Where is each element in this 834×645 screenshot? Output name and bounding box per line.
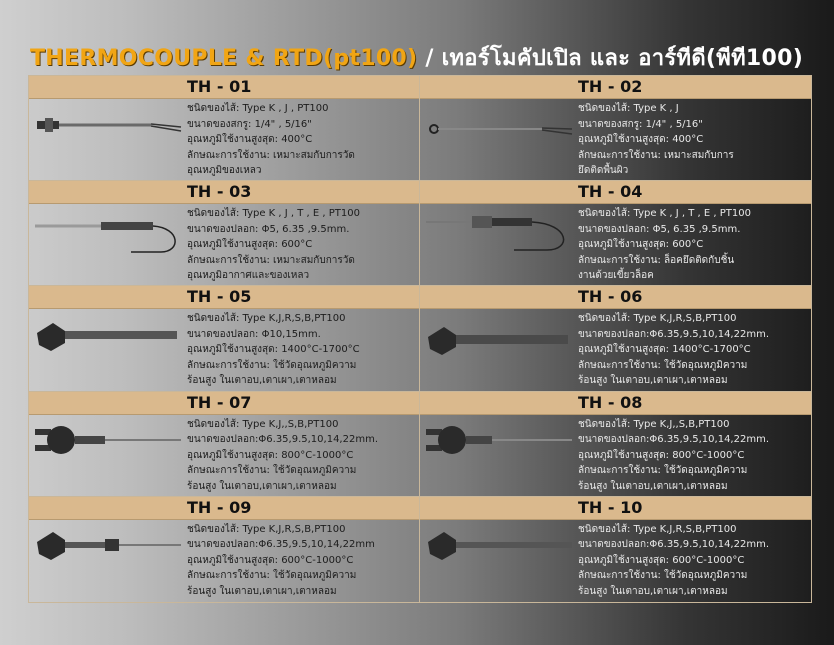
spec-line: ขนาดของปลอก: Φ5, 6.35 ,9.5mm.	[578, 223, 741, 235]
thermocouple-large-head-probe-image	[31, 419, 185, 493]
spec-line: ลักษณะการใช้งาน: ใช้วัดอุณหภูมิความ	[187, 570, 357, 582]
spec-line: ขนาดของปลอก:Φ6.35,9.5,10,14,22mm	[187, 539, 375, 551]
spec-line: อุณหภูมิใช้งานสูงสุด: 1400°C-1700°C	[187, 344, 360, 356]
product-code: TH - 02	[420, 76, 811, 99]
spec-line: อุณหภูมิใช้งานสูงสุด: 800°C-1000°C	[187, 449, 354, 461]
thermocouple-sheath-probe-image	[31, 208, 185, 282]
spec-line: อุณหภูมิใช้งานสูงสุด: 600°C	[578, 239, 704, 251]
spec-line: ร้อนสูง ในเตาอบ,เตาเผา,เตาหลอม	[187, 480, 337, 492]
spec-line: ชนิดของไส้: Type K , J , PT100	[187, 103, 329, 114]
spec-line: ขนาดของปลอก:Φ6.35,9.5,10,14,22mm.	[578, 434, 770, 446]
spec-line: ร้อนสูง ในเตาอบ,เตาเผา,เตาหลอม	[578, 585, 728, 597]
spec-line: ชนิดของไส้: Type K,J,R,S,B,PT100	[187, 313, 346, 325]
product-card	[420, 76, 811, 181]
product-code: TH - 08	[420, 392, 811, 415]
spec-line: ร้อนสูง ในเตาอบ,เตาเผา,เตาหลอม	[187, 585, 337, 597]
spec-line: ยึดติดพื้นผิว	[578, 165, 629, 176]
spec-line: ขนาดของปลอก: Φ5, 6.35 ,9.5mm.	[187, 223, 350, 235]
spec-line: อุณหภูมิใช้งานสูงสุด: 400°C	[578, 134, 704, 145]
page-title-english: THERMOCOUPLE & RTD(pt100)	[30, 46, 418, 71]
product-code: TH - 06	[420, 286, 811, 309]
product-specs	[578, 101, 809, 179]
spec-line: ลักษณะการใช้งาน: เหมาะสมกับการวัด	[187, 254, 355, 266]
spec-line: ลักษณะการใช้งาน: เหมาะสมกับการวัด	[187, 149, 355, 161]
product-specs	[578, 417, 809, 495]
product-card	[420, 497, 811, 602]
spec-line: ขนาดของสกรู: 1/4" , 5/16"	[578, 118, 703, 130]
spec-line: ลักษณะการใช้งาน: ใช้วัดอุณหภูมิความ	[578, 465, 748, 477]
thermocouple-bayonet-probe-image	[422, 208, 576, 282]
product-specs	[578, 522, 809, 600]
product-code: TH - 07	[29, 392, 419, 415]
product-card	[420, 181, 811, 286]
product-code: TH - 05	[29, 286, 419, 309]
product-code: TH - 03	[29, 181, 419, 204]
spec-line: ขนาดของปลอก:Φ6.35,9.5,10,14,22mm.	[187, 434, 379, 446]
product-code: TH - 04	[420, 181, 811, 204]
thermocouple-large-head-probe-image	[422, 419, 576, 493]
spec-line: ชนิดของไส้: Type K,J,,S,B,PT100	[578, 418, 730, 430]
product-card	[29, 286, 420, 391]
spec-line: งานด้วยเขี้ยวล็อค	[578, 270, 654, 282]
spec-line: ลักษณะการใช้งาน: ใช้วัดอุณหภูมิความ	[187, 465, 357, 477]
spec-line: อุณหภูมิใช้งานสูงสุด: 600°C	[187, 239, 313, 251]
page-title	[30, 40, 810, 76]
spec-line: ชนิดของไส้: Type K , J	[578, 103, 679, 114]
spec-line: ชนิดของไส้: Type K , J , T , E , PT100	[578, 208, 751, 220]
spec-line: ร้อนสูง ในเตาอบ,เตาเผา,เตาหลอม	[578, 375, 728, 387]
thermocouple-ring-probe-image	[422, 103, 576, 177]
spec-line: ลักษณะการใช้งาน: ใช้วัดอุณหภูมิความ	[578, 359, 748, 371]
thermocouple-head-probe-image	[31, 313, 185, 387]
product-specs	[187, 522, 417, 600]
spec-line: ชนิดของไส้: Type K,J,,S,B,PT100	[187, 418, 339, 430]
product-grid	[28, 75, 812, 603]
spec-line: อุณหภูมิของเหลว	[187, 165, 262, 176]
product-card	[29, 76, 420, 181]
product-code: TH - 10	[420, 497, 811, 520]
spec-line: อุณหภูมิใช้งานสูงสุด: 400°C	[187, 134, 313, 145]
spec-line: ร้อนสูง ในเตาอบ,เตาเผา,เตาหลอม	[578, 480, 728, 492]
spec-line: ขนาดของสกรู: 1/4" , 5/16"	[187, 118, 312, 130]
thermocouple-head-probe-image	[422, 313, 576, 387]
spec-line: ลักษณะการใช้งาน: ใช้วัดอุณหภูมิความ	[187, 359, 357, 371]
spec-line: อุณหภูมิอากาศและของเหลว	[187, 270, 310, 282]
spec-line: ลักษณะการใช้งาน: ล็อคยึดติดกับชิ้น	[578, 254, 735, 266]
spec-line: ลักษณะการใช้งาน: ใช้วัดอุณหภูมิความ	[578, 570, 748, 582]
product-specs	[578, 311, 809, 389]
product-code: TH - 01	[29, 76, 419, 99]
product-card	[29, 181, 420, 286]
product-specs	[187, 101, 417, 179]
spec-line: อุณหภูมิใช้งานสูงสุด: 600°C-1000°C	[187, 554, 354, 566]
spec-line: อุณหภูมิใช้งานสูงสุด: 800°C-1000°C	[578, 449, 745, 461]
thermocouple-screw-probe-image	[31, 103, 185, 177]
product-specs	[187, 311, 417, 389]
product-card	[29, 497, 420, 602]
page-title-thai: / เทอร์โมคัปเปิล และ อาร์ทีดี(พีที100)	[417, 46, 804, 71]
product-card	[29, 392, 420, 497]
product-specs	[578, 206, 809, 284]
spec-line: ขนาดของปลอก:Φ6.35,9.5,10,14,22mm.	[578, 328, 770, 340]
spec-line: ชนิดของไส้: Type K,J,R,S,B,PT100	[578, 313, 737, 325]
product-specs	[187, 417, 417, 495]
spec-line: ชนิดของไส้: Type K,J,R,S,B,PT100	[187, 523, 346, 535]
spec-line: อุณหภูมิใช้งานสูงสุด: 1400°C-1700°C	[578, 344, 751, 356]
product-card	[420, 286, 811, 391]
spec-line: ขนาดของปลอก:Φ6.35,9.5,10,14,22mm.	[578, 539, 770, 551]
product-card	[420, 392, 811, 497]
spec-line: อุณหภูมิใช้งานสูงสุด: 600°C-1000°C	[578, 554, 745, 566]
product-code: TH - 09	[29, 497, 419, 520]
spec-line: ลักษณะการใช้งาน: เหมาะสมกับการ	[578, 149, 734, 161]
product-specs	[187, 206, 417, 284]
spec-line: ขนาดของปลอก: Φ10,15mm.	[187, 328, 321, 340]
spec-line: ชนิดของไส้: Type K,J,R,S,B,PT100	[578, 523, 737, 535]
spec-line: ร้อนสูง ในเตาอบ,เตาเผา,เตาหลอม	[187, 375, 337, 387]
thermocouple-head-probe-image	[422, 524, 576, 598]
thermocouple-head-fitting-probe-image	[31, 524, 185, 598]
spec-line: ชนิดของไส้: Type K , J , T , E , PT100	[187, 208, 360, 220]
